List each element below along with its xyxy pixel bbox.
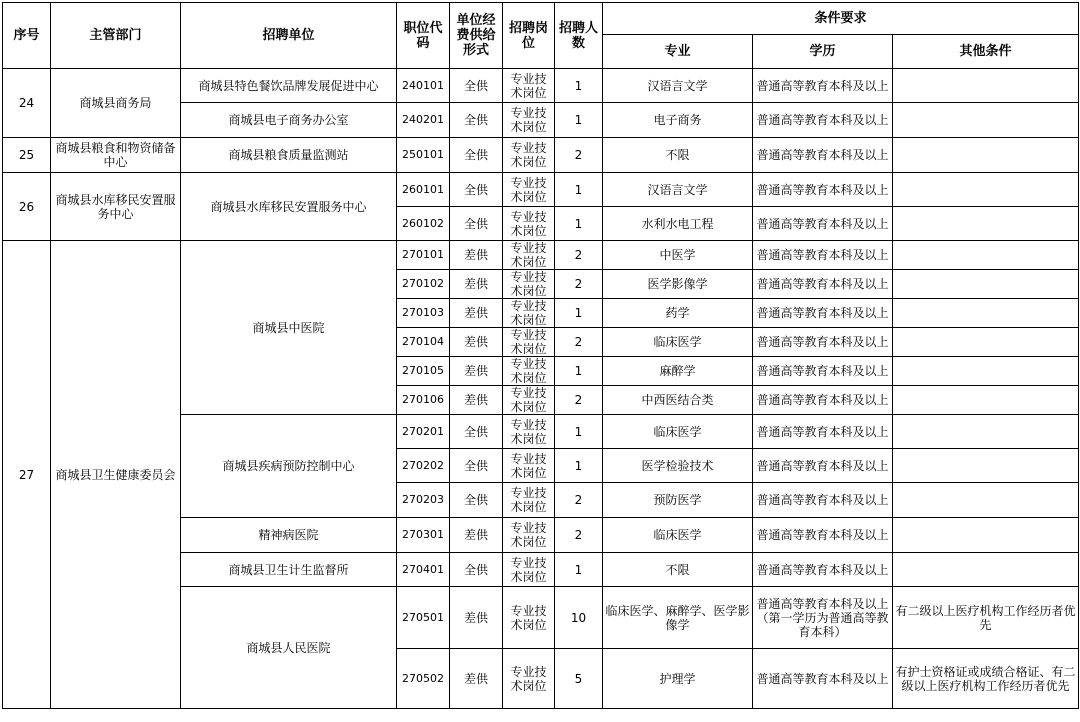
post-cell: 专业技术岗位	[503, 518, 555, 553]
count-cell: 2	[555, 483, 603, 518]
count-cell: 2	[555, 386, 603, 415]
major-cell: 电子商务	[603, 103, 753, 138]
funding-cell: 全供	[450, 553, 503, 587]
major-cell: 医学检验技术	[603, 449, 753, 483]
edu-cell: 普通高等教育本科及以上	[753, 518, 893, 553]
major-cell: 中医学	[603, 241, 753, 270]
unit-cell: 商城县水库移民安置服务中心	[181, 173, 397, 241]
other-cell	[893, 173, 1079, 207]
funding-cell: 全供	[450, 173, 503, 207]
header-dept: 主管部门	[51, 3, 181, 69]
funding-cell: 全供	[450, 103, 503, 138]
table-row	[3, 173, 1079, 207]
count-cell: 1	[555, 207, 603, 241]
count-cell: 1	[555, 415, 603, 449]
other-cell	[893, 138, 1079, 173]
other-cell	[893, 328, 1079, 357]
funding-cell: 全供	[450, 483, 503, 518]
other-cell	[893, 518, 1079, 553]
table-row	[3, 138, 1079, 173]
header-seq: 序号	[3, 3, 51, 69]
other-cell	[893, 241, 1079, 270]
count-cell: 1	[555, 69, 603, 103]
header-funding: 单位经费供给形式	[450, 3, 503, 69]
other-cell	[893, 449, 1079, 483]
unit-cell: 商城县人民医院	[181, 587, 397, 709]
major-cell: 预防医学	[603, 483, 753, 518]
unit-cell: 商城县电子商务办公室	[181, 103, 397, 138]
code-cell: 270102	[397, 270, 450, 299]
post-cell: 专业技术岗位	[503, 415, 555, 449]
post-cell: 专业技术岗位	[503, 386, 555, 415]
other-cell	[893, 415, 1079, 449]
funding-cell: 差供	[450, 299, 503, 328]
code-cell: 270201	[397, 415, 450, 449]
header-unit: 招聘单位	[181, 3, 397, 69]
funding-cell: 差供	[450, 270, 503, 299]
edu-cell: 普通高等教育本科及以上	[753, 449, 893, 483]
post-cell: 专业技术岗位	[503, 103, 555, 138]
edu-cell: 普通高等教育本科及以上	[753, 553, 893, 587]
post-cell: 专业技术岗位	[503, 328, 555, 357]
funding-cell: 差供	[450, 386, 503, 415]
major-cell: 药学	[603, 299, 753, 328]
post-cell: 专业技术岗位	[503, 587, 555, 649]
other-cell: 有二级以上医疗机构工作经历者优先	[893, 587, 1079, 649]
count-cell: 2	[555, 270, 603, 299]
count-cell: 5	[555, 649, 603, 709]
unit-cell: 商城县疾病预防控制中心	[181, 415, 397, 518]
code-cell: 270401	[397, 553, 450, 587]
edu-cell: 普通高等教育本科及以上	[753, 270, 893, 299]
header-major: 专业	[603, 35, 753, 69]
major-cell: 临床医学、麻醉学、医学影像学	[603, 587, 753, 649]
edu-cell: 普通高等教育本科及以上	[753, 415, 893, 449]
count-cell: 1	[555, 553, 603, 587]
unit-cell: 商城县卫生计生监督所	[181, 553, 397, 587]
edu-cell: 普通高等教育本科及以上（第一学历为普通高等教育本科）	[753, 587, 893, 649]
major-cell: 水利水电工程	[603, 207, 753, 241]
funding-cell: 差供	[450, 649, 503, 709]
code-cell: 270501	[397, 587, 450, 649]
seq-cell: 26	[3, 173, 51, 241]
header-code: 职位代码	[397, 3, 450, 69]
header-other: 其他条件	[893, 35, 1079, 69]
major-cell: 临床医学	[603, 518, 753, 553]
code-cell: 270202	[397, 449, 450, 483]
table-row	[3, 69, 1079, 103]
edu-cell: 普通高等教育本科及以上	[753, 138, 893, 173]
post-cell: 专业技术岗位	[503, 483, 555, 518]
post-cell: 专业技术岗位	[503, 173, 555, 207]
funding-cell: 全供	[450, 138, 503, 173]
edu-cell: 普通高等教育本科及以上	[753, 241, 893, 270]
unit-cell: 商城县特色餐饮品牌发展促进中心	[181, 69, 397, 103]
post-cell: 专业技术岗位	[503, 299, 555, 328]
major-cell: 中西医结合类	[603, 386, 753, 415]
table-row	[3, 241, 1079, 270]
dept-cell: 商城县粮食和物资储备中心	[51, 138, 181, 173]
edu-cell: 普通高等教育本科及以上	[753, 103, 893, 138]
major-cell: 临床医学	[603, 415, 753, 449]
funding-cell: 差供	[450, 518, 503, 553]
major-cell: 汉语言文学	[603, 173, 753, 207]
funding-cell: 差供	[450, 357, 503, 386]
count-cell: 2	[555, 241, 603, 270]
code-cell: 250101	[397, 138, 450, 173]
code-cell: 270502	[397, 649, 450, 709]
header-edu: 学历	[753, 35, 893, 69]
other-cell	[893, 103, 1079, 138]
post-cell: 专业技术岗位	[503, 207, 555, 241]
header-count: 招聘人数	[555, 3, 603, 69]
edu-cell: 普通高等教育本科及以上	[753, 173, 893, 207]
other-cell	[893, 483, 1079, 518]
dept-cell: 商城县商务局	[51, 69, 181, 138]
funding-cell: 差供	[450, 241, 503, 270]
seq-cell: 25	[3, 138, 51, 173]
count-cell: 1	[555, 449, 603, 483]
post-cell: 专业技术岗位	[503, 553, 555, 587]
code-cell: 270301	[397, 518, 450, 553]
major-cell: 汉语言文学	[603, 69, 753, 103]
funding-cell: 差供	[450, 587, 503, 649]
code-cell: 240201	[397, 103, 450, 138]
post-cell: 专业技术岗位	[503, 449, 555, 483]
major-cell: 医学影像学	[603, 270, 753, 299]
edu-cell: 普通高等教育本科及以上	[753, 299, 893, 328]
seq-cell: 24	[3, 69, 51, 138]
other-cell	[893, 270, 1079, 299]
funding-cell: 全供	[450, 415, 503, 449]
code-cell: 270101	[397, 241, 450, 270]
other-cell: 有护士资格证或成绩合格证、有二级以上医疗机构工作经历者优先	[893, 649, 1079, 709]
post-cell: 专业技术岗位	[503, 138, 555, 173]
major-cell: 护理学	[603, 649, 753, 709]
count-cell: 1	[555, 173, 603, 207]
post-cell: 专业技术岗位	[503, 241, 555, 270]
post-cell: 专业技术岗位	[503, 649, 555, 709]
other-cell	[893, 207, 1079, 241]
edu-cell: 普通高等教育本科及以上	[753, 649, 893, 709]
dept-cell: 商城县水库移民安置服务中心	[51, 173, 181, 241]
code-cell: 270203	[397, 483, 450, 518]
major-cell: 麻醉学	[603, 357, 753, 386]
other-cell	[893, 386, 1079, 415]
major-cell: 临床医学	[603, 328, 753, 357]
edu-cell: 普通高等教育本科及以上	[753, 328, 893, 357]
edu-cell: 普通高等教育本科及以上	[753, 69, 893, 103]
funding-cell: 全供	[450, 449, 503, 483]
code-cell: 270105	[397, 357, 450, 386]
edu-cell: 普通高等教育本科及以上	[753, 207, 893, 241]
other-cell	[893, 357, 1079, 386]
other-cell	[893, 299, 1079, 328]
code-cell: 240101	[397, 69, 450, 103]
major-cell: 不限	[603, 553, 753, 587]
post-cell: 专业技术岗位	[503, 357, 555, 386]
post-cell: 专业技术岗位	[503, 69, 555, 103]
code-cell: 260102	[397, 207, 450, 241]
unit-cell: 商城县粮食质量监测站	[181, 138, 397, 173]
unit-cell: 商城县中医院	[181, 241, 397, 415]
unit-cell: 精神病医院	[181, 518, 397, 553]
recruitment-table	[2, 2, 1079, 709]
funding-cell: 差供	[450, 328, 503, 357]
count-cell: 2	[555, 138, 603, 173]
header-conditions: 条件要求	[603, 3, 1079, 35]
funding-cell: 全供	[450, 69, 503, 103]
dept-cell: 商城县卫生健康委员会	[51, 241, 181, 709]
major-cell: 不限	[603, 138, 753, 173]
code-cell: 270104	[397, 328, 450, 357]
count-cell: 1	[555, 299, 603, 328]
count-cell: 2	[555, 328, 603, 357]
code-cell: 270106	[397, 386, 450, 415]
seq-cell: 27	[3, 241, 51, 709]
post-cell: 专业技术岗位	[503, 270, 555, 299]
code-cell: 270103	[397, 299, 450, 328]
edu-cell: 普通高等教育本科及以上	[753, 386, 893, 415]
edu-cell: 普通高等教育本科及以上	[753, 483, 893, 518]
other-cell	[893, 553, 1079, 587]
code-cell: 260101	[397, 173, 450, 207]
edu-cell: 普通高等教育本科及以上	[753, 357, 893, 386]
count-cell: 1	[555, 357, 603, 386]
funding-cell: 全供	[450, 207, 503, 241]
count-cell: 1	[555, 103, 603, 138]
other-cell	[893, 69, 1079, 103]
header-post: 招聘岗位	[503, 3, 555, 69]
count-cell: 2	[555, 518, 603, 553]
count-cell: 10	[555, 587, 603, 649]
